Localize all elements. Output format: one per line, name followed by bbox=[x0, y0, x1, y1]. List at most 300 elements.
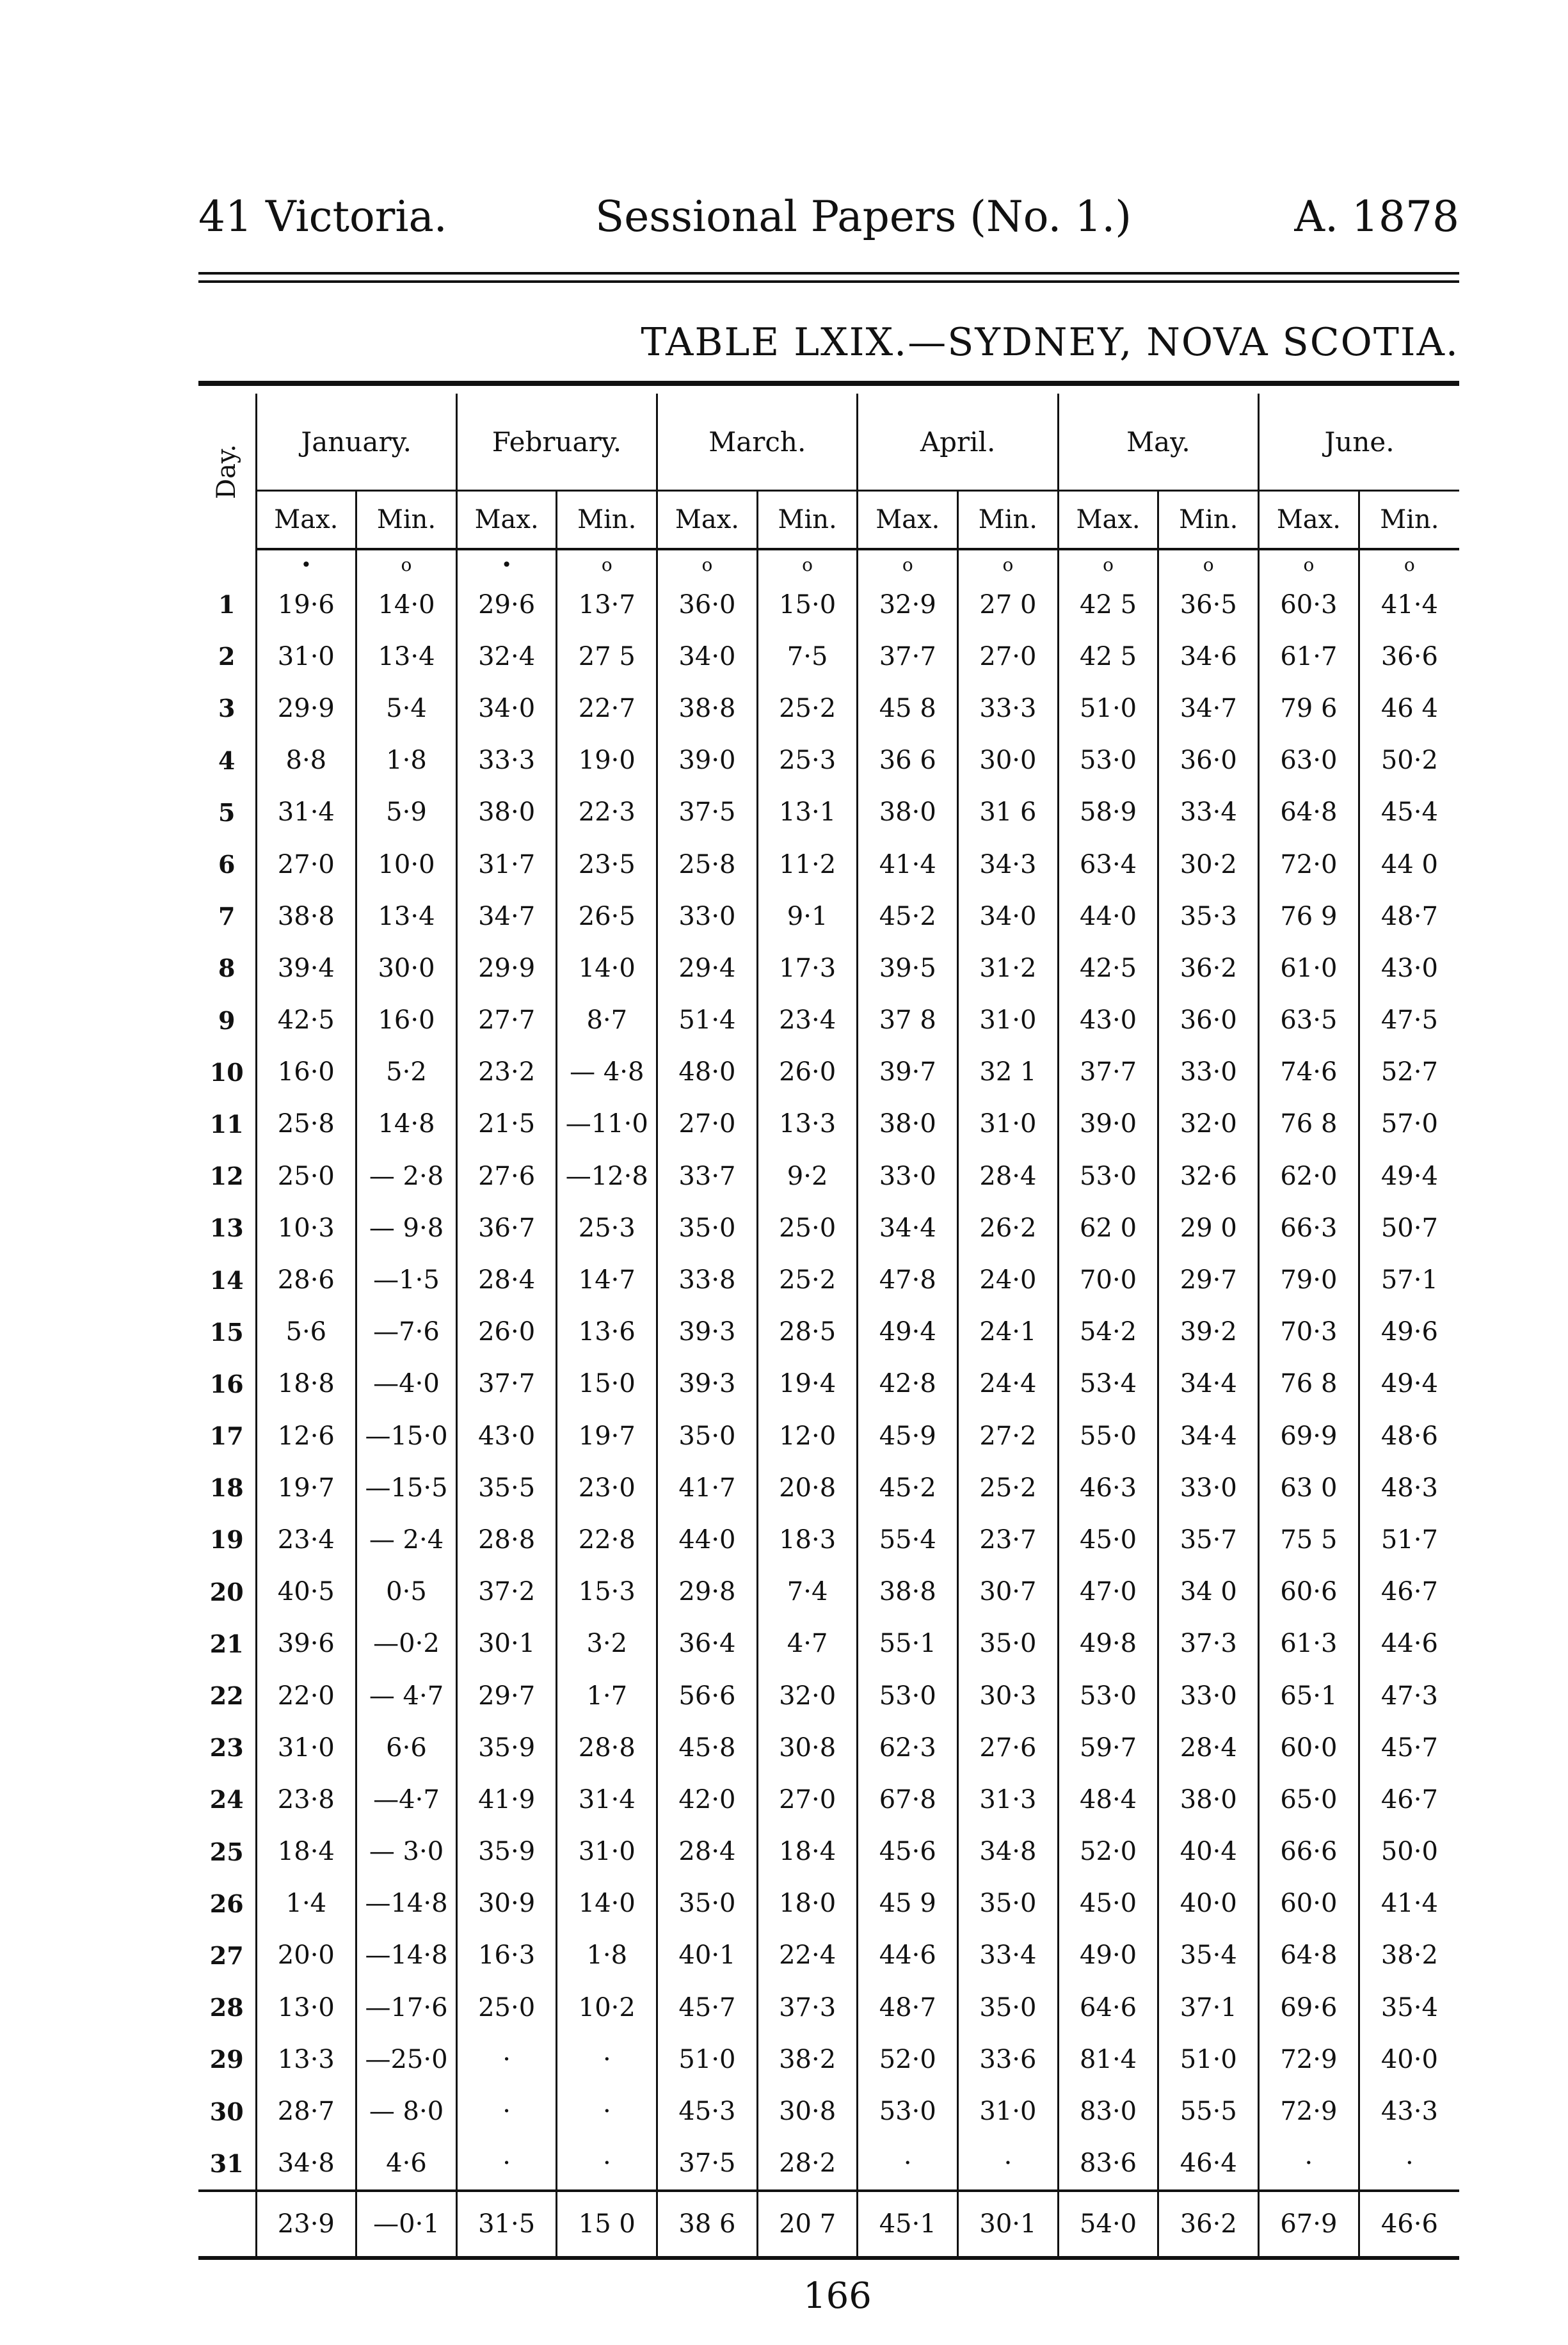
min-cell: 30·0 bbox=[356, 942, 457, 994]
max-cell: 48·0 bbox=[657, 1046, 758, 1098]
max-cell: 18·8 bbox=[256, 1358, 356, 1410]
table-title: TABLE LXIX.—SYDNEY, NOVA SCOTIA. bbox=[641, 320, 1459, 365]
min-cell: 24·1 bbox=[958, 1306, 1059, 1358]
min-cell: 25·2 bbox=[757, 1254, 858, 1306]
min-cell: 50·2 bbox=[1359, 735, 1459, 787]
min-cell: 38·0 bbox=[1158, 1773, 1259, 1825]
min-cell: —15·0 bbox=[356, 1410, 457, 1462]
max-cell: 63·5 bbox=[1259, 995, 1359, 1046]
min-cell: 48·7 bbox=[1359, 890, 1459, 942]
min-cell: 7·4 bbox=[757, 1566, 858, 1618]
table-row bbox=[198, 1566, 1459, 1618]
min-cell: 27·6 bbox=[958, 1722, 1059, 1773]
max-cell: 53·4 bbox=[1058, 1358, 1158, 1410]
max-cell: 22·0 bbox=[256, 1670, 356, 1722]
max-cell: 31·0 bbox=[256, 630, 356, 682]
table-row bbox=[198, 1722, 1459, 1773]
max-cell: 37·2 bbox=[456, 1566, 557, 1618]
min-cell: 26·5 bbox=[557, 890, 657, 942]
min-cell: 33·0 bbox=[1158, 1462, 1259, 1514]
max-cell: 25·8 bbox=[657, 838, 758, 890]
min-cell: 23·0 bbox=[557, 1462, 657, 1514]
max-cell: 70·0 bbox=[1058, 1254, 1158, 1306]
min-cell: 34·8 bbox=[958, 1826, 1059, 1878]
min-cell: 47·3 bbox=[1359, 1670, 1459, 1722]
max-cell: 21·5 bbox=[456, 1098, 557, 1150]
day-number: 18 bbox=[209, 1473, 244, 1503]
max-cell: 47·8 bbox=[858, 1254, 958, 1306]
min-cell: 38·2 bbox=[757, 2033, 858, 2085]
max-cell: 43·0 bbox=[1058, 995, 1158, 1046]
max-cell: 65·1 bbox=[1259, 1670, 1359, 1722]
min-cell: 30·7 bbox=[958, 1566, 1059, 1618]
min-cell: 4·6 bbox=[356, 2138, 457, 2191]
min-cell: — 9·8 bbox=[356, 1202, 457, 1254]
max-cell: 39·4 bbox=[256, 942, 356, 994]
max-cell: 72·9 bbox=[1259, 2085, 1359, 2137]
min-cell: 28·4 bbox=[958, 1150, 1059, 1202]
max-cell: 5·6 bbox=[256, 1306, 356, 1358]
min-cell: 15·3 bbox=[557, 1566, 657, 1618]
month-february: February. bbox=[456, 394, 657, 491]
max-cell: 28·8 bbox=[456, 1514, 557, 1565]
min-cell: 11·2 bbox=[757, 838, 858, 890]
max-cell: 41·7 bbox=[657, 1462, 758, 1514]
min-cell: 44·6 bbox=[1359, 1618, 1459, 1670]
max-cell: 29·6 bbox=[456, 579, 557, 630]
max-cell: 31·0 bbox=[256, 1722, 356, 1773]
day-number: 27 bbox=[209, 1941, 244, 1970]
min-cell: 37·3 bbox=[757, 1981, 858, 2033]
min-cell: 24·4 bbox=[958, 1358, 1059, 1410]
min-cell: 22·7 bbox=[557, 682, 657, 734]
min-cell: 37·1 bbox=[1158, 1981, 1259, 2033]
degree-mark: • bbox=[456, 549, 557, 579]
max-cell: 48·4 bbox=[1058, 1773, 1158, 1825]
min-cell: 31 6 bbox=[958, 787, 1059, 838]
min-cell: · bbox=[557, 2138, 657, 2191]
min-cell: 36·2 bbox=[1158, 942, 1259, 994]
max-cell: 42 5 bbox=[1058, 630, 1158, 682]
min-cell: 18·0 bbox=[757, 1878, 858, 1930]
min-cell: 25·3 bbox=[557, 1202, 657, 1254]
min-cell: 49·4 bbox=[1359, 1150, 1459, 1202]
max-cell: 36 6 bbox=[858, 735, 958, 787]
min-cell: 43·3 bbox=[1359, 2085, 1459, 2137]
min-cell: 51·0 bbox=[1158, 2033, 1259, 2085]
day-number: 30 bbox=[209, 2097, 244, 2126]
min-cell: 27 5 bbox=[557, 630, 657, 682]
min-cell: 47·5 bbox=[1359, 995, 1459, 1046]
day-number: 16 bbox=[209, 1369, 244, 1398]
max-cell: 79 6 bbox=[1259, 682, 1359, 734]
title-rule bbox=[198, 381, 1459, 386]
max-header: Max. bbox=[657, 491, 758, 550]
max-cell: 35·0 bbox=[657, 1202, 758, 1254]
max-cell: 39·7 bbox=[858, 1046, 958, 1098]
min-cell: 33·3 bbox=[958, 682, 1059, 734]
max-cell: 34·8 bbox=[256, 2138, 356, 2191]
max-cell: 31·4 bbox=[256, 787, 356, 838]
min-cell: — 4·7 bbox=[356, 1670, 457, 1722]
units-spacer bbox=[198, 549, 256, 579]
mean-cell: 67·9 bbox=[1259, 2191, 1359, 2258]
max-cell: 34·7 bbox=[456, 890, 557, 942]
max-cell: 33·0 bbox=[657, 890, 758, 942]
max-cell: 64·6 bbox=[1058, 1981, 1158, 2033]
max-cell: 42·0 bbox=[657, 1773, 758, 1825]
table-row bbox=[198, 1306, 1459, 1358]
min-cell: — 8·0 bbox=[356, 2085, 457, 2137]
min-cell: 23·5 bbox=[557, 838, 657, 890]
min-cell: 9·1 bbox=[757, 890, 858, 942]
max-cell: 64·8 bbox=[1259, 787, 1359, 838]
mean-cell: 31·5 bbox=[456, 2191, 557, 2258]
month-january: January. bbox=[256, 394, 456, 491]
month-may: May. bbox=[1058, 394, 1258, 491]
max-cell: 46·3 bbox=[1058, 1462, 1158, 1514]
min-cell: —25·0 bbox=[356, 2033, 457, 2085]
max-cell: 42·5 bbox=[256, 995, 356, 1046]
min-cell: 39·2 bbox=[1158, 1306, 1259, 1358]
min-cell: 15·0 bbox=[557, 1358, 657, 1410]
min-cell: 41·4 bbox=[1359, 579, 1459, 630]
max-cell: 72·0 bbox=[1259, 838, 1359, 890]
max-cell: 37·5 bbox=[657, 787, 758, 838]
min-cell: 27 0 bbox=[958, 579, 1059, 630]
max-cell: 66·3 bbox=[1259, 1202, 1359, 1254]
month-header-row bbox=[198, 394, 1459, 491]
degree-mark: o bbox=[1158, 549, 1259, 579]
min-cell: 36·6 bbox=[1359, 630, 1459, 682]
min-cell: 34·7 bbox=[1158, 682, 1259, 734]
min-cell: · bbox=[1359, 2138, 1459, 2191]
max-cell: 45·2 bbox=[858, 1462, 958, 1514]
min-cell: 31·0 bbox=[958, 1098, 1059, 1150]
month-april: April. bbox=[858, 394, 1058, 491]
max-cell: 39·0 bbox=[657, 735, 758, 787]
max-cell: 25·0 bbox=[456, 1981, 557, 2033]
min-cell: 36·5 bbox=[1158, 579, 1259, 630]
temperature-table bbox=[198, 394, 1459, 2260]
max-cell: 49·0 bbox=[1058, 1930, 1158, 1981]
max-cell: 60·0 bbox=[1259, 1722, 1359, 1773]
min-cell: —15·5 bbox=[356, 1462, 457, 1514]
max-cell: 13·3 bbox=[256, 2033, 356, 2085]
max-cell: 38·8 bbox=[657, 682, 758, 734]
table-row bbox=[198, 1254, 1459, 1306]
max-cell: 37·7 bbox=[858, 630, 958, 682]
min-header: Min. bbox=[557, 491, 657, 550]
min-cell: 32·6 bbox=[1158, 1150, 1259, 1202]
max-cell: 51·0 bbox=[657, 2033, 758, 2085]
min-cell: 51·7 bbox=[1359, 1514, 1459, 1565]
max-cell: · bbox=[858, 2138, 958, 2191]
min-cell: 26·0 bbox=[757, 1046, 858, 1098]
max-cell: 61·3 bbox=[1259, 1618, 1359, 1670]
max-cell: 26·0 bbox=[456, 1306, 557, 1358]
min-cell: —14·8 bbox=[356, 1930, 457, 1981]
min-cell: 13·4 bbox=[356, 630, 457, 682]
min-cell: 18·3 bbox=[757, 1514, 858, 1565]
min-cell: 44 0 bbox=[1359, 838, 1459, 890]
min-cell: 34·6 bbox=[1158, 630, 1259, 682]
min-cell: 49·4 bbox=[1359, 1358, 1459, 1410]
table-row bbox=[198, 1514, 1459, 1565]
degree-mark: o bbox=[356, 549, 457, 579]
table-row bbox=[198, 579, 1459, 630]
max-cell: 18·4 bbox=[256, 1826, 356, 1878]
max-cell: 45·8 bbox=[657, 1722, 758, 1773]
max-cell: 28·4 bbox=[456, 1254, 557, 1306]
max-cell: 74·6 bbox=[1259, 1046, 1359, 1098]
min-cell: 14·0 bbox=[557, 942, 657, 994]
min-cell: 29·7 bbox=[1158, 1254, 1259, 1306]
degree-mark: o bbox=[757, 549, 858, 579]
page-number: 166 bbox=[803, 2275, 872, 2317]
min-cell: 33·4 bbox=[1158, 787, 1259, 838]
day-number: 4 bbox=[218, 746, 236, 775]
table-row bbox=[198, 1410, 1459, 1462]
table-row bbox=[198, 682, 1459, 734]
max-cell: 55·4 bbox=[858, 1514, 958, 1565]
table-row bbox=[198, 995, 1459, 1046]
max-cell: 62 0 bbox=[1058, 1202, 1158, 1254]
day-number: 29 bbox=[209, 2045, 244, 2074]
max-cell: 39·3 bbox=[657, 1358, 758, 1410]
mean-cell: 36·2 bbox=[1158, 2191, 1259, 2258]
min-cell: 46·7 bbox=[1359, 1773, 1459, 1825]
min-cell: 33·0 bbox=[1158, 1670, 1259, 1722]
max-cell: 23·8 bbox=[256, 1773, 356, 1825]
min-cell: —4·7 bbox=[356, 1773, 457, 1825]
min-cell: 31·0 bbox=[958, 995, 1059, 1046]
max-cell: 19·6 bbox=[256, 579, 356, 630]
max-cell: 58·9 bbox=[1058, 787, 1158, 838]
max-cell: 36·4 bbox=[657, 1618, 758, 1670]
min-cell: 5·2 bbox=[356, 1046, 457, 1098]
min-cell: · bbox=[557, 2033, 657, 2085]
table-row bbox=[198, 1826, 1459, 1878]
max-cell: 25·8 bbox=[256, 1098, 356, 1150]
min-cell: 3·2 bbox=[557, 1618, 657, 1670]
min-cell: 19·0 bbox=[557, 735, 657, 787]
min-cell: 18·4 bbox=[757, 1826, 858, 1878]
day-column-header bbox=[198, 394, 256, 549]
min-cell: 48·3 bbox=[1359, 1462, 1459, 1514]
max-cell: 29·9 bbox=[256, 682, 356, 734]
min-cell: 40·0 bbox=[1359, 2033, 1459, 2085]
min-cell: 31·3 bbox=[958, 1773, 1059, 1825]
day-number: 3 bbox=[218, 694, 236, 723]
max-cell: 44·0 bbox=[657, 1514, 758, 1565]
day-number: 2 bbox=[218, 642, 236, 671]
max-cell: 30·1 bbox=[456, 1618, 557, 1670]
day-number: 17 bbox=[209, 1421, 244, 1451]
min-cell: 37·3 bbox=[1158, 1618, 1259, 1670]
mean-cell: 30·1 bbox=[958, 2191, 1059, 2258]
max-cell: 45·7 bbox=[657, 1981, 758, 2033]
max-cell: 62·3 bbox=[858, 1722, 958, 1773]
means-row bbox=[198, 2191, 1459, 2258]
max-cell: 29·7 bbox=[456, 1670, 557, 1722]
table-row bbox=[198, 1930, 1459, 1981]
min-cell: 17·3 bbox=[757, 942, 858, 994]
max-cell: 40·1 bbox=[657, 1930, 758, 1981]
day-number: 14 bbox=[209, 1265, 244, 1295]
day-number: 11 bbox=[209, 1109, 244, 1139]
min-cell: 13·6 bbox=[557, 1306, 657, 1358]
mean-cell: 46·6 bbox=[1359, 2191, 1459, 2258]
max-cell: 45·0 bbox=[1058, 1878, 1158, 1930]
max-cell: 83·0 bbox=[1058, 2085, 1158, 2137]
running-header bbox=[198, 192, 1459, 250]
min-cell: 35·4 bbox=[1158, 1930, 1259, 1981]
max-cell: 38·0 bbox=[858, 1098, 958, 1150]
max-cell: 28·7 bbox=[256, 2085, 356, 2137]
max-cell: 35·5 bbox=[456, 1462, 557, 1514]
table-row bbox=[198, 2085, 1459, 2137]
min-cell: 5·9 bbox=[356, 787, 457, 838]
max-cell: 69·6 bbox=[1259, 1981, 1359, 2033]
max-cell: 28·6 bbox=[256, 1254, 356, 1306]
max-cell: 27·0 bbox=[657, 1098, 758, 1150]
min-cell: · bbox=[958, 2138, 1059, 2191]
max-cell: 27·0 bbox=[256, 838, 356, 890]
max-cell: 52·0 bbox=[858, 2033, 958, 2085]
max-cell: 40·5 bbox=[256, 1566, 356, 1618]
min-cell: 13·1 bbox=[757, 787, 858, 838]
max-cell: 41·4 bbox=[858, 838, 958, 890]
mean-cell: —0·1 bbox=[356, 2191, 457, 2258]
min-cell: —7·6 bbox=[356, 1306, 457, 1358]
max-cell: 51·0 bbox=[1058, 682, 1158, 734]
max-cell: 30·9 bbox=[456, 1878, 557, 1930]
header-rule-bottom bbox=[198, 280, 1459, 283]
min-cell: 31·0 bbox=[958, 2085, 1059, 2137]
min-cell: 22·3 bbox=[557, 787, 657, 838]
min-cell: 10·0 bbox=[356, 838, 457, 890]
day-header-label: Day. bbox=[212, 444, 242, 499]
max-cell: 45·2 bbox=[858, 890, 958, 942]
degree-mark: o bbox=[657, 549, 758, 579]
min-cell: 19·4 bbox=[757, 1358, 858, 1410]
min-cell: 31·4 bbox=[557, 1773, 657, 1825]
max-cell: 29·4 bbox=[657, 942, 758, 994]
month-march: March. bbox=[657, 394, 858, 491]
day-number: 8 bbox=[218, 954, 236, 983]
min-cell: — 3·0 bbox=[356, 1826, 457, 1878]
max-cell: 39·5 bbox=[858, 942, 958, 994]
table-row bbox=[198, 890, 1459, 942]
day-number: 1 bbox=[218, 590, 236, 620]
min-header: Min. bbox=[958, 491, 1059, 550]
month-june: June. bbox=[1259, 394, 1459, 491]
max-cell: 49·4 bbox=[858, 1306, 958, 1358]
min-cell: —1·5 bbox=[356, 1254, 457, 1306]
min-cell: 9·2 bbox=[757, 1150, 858, 1202]
min-cell: —14·8 bbox=[356, 1878, 457, 1930]
day-number: 5 bbox=[218, 797, 236, 827]
max-cell: 47·0 bbox=[1058, 1566, 1158, 1618]
min-cell: 46·7 bbox=[1359, 1566, 1459, 1618]
max-cell: 31·7 bbox=[456, 838, 557, 890]
min-cell: — 2·4 bbox=[356, 1514, 457, 1565]
day-number: 19 bbox=[209, 1525, 244, 1555]
max-cell: 83·6 bbox=[1058, 2138, 1158, 2191]
max-cell: 37·5 bbox=[657, 2138, 758, 2191]
day-number: 20 bbox=[209, 1577, 244, 1606]
max-cell: 38·0 bbox=[456, 787, 557, 838]
day-number: 13 bbox=[209, 1213, 244, 1243]
table-row bbox=[198, 1670, 1459, 1722]
max-cell: 13·0 bbox=[256, 1981, 356, 2033]
min-cell: 1·8 bbox=[557, 1930, 657, 1981]
min-cell: 35·0 bbox=[958, 1981, 1059, 2033]
max-cell: 62·0 bbox=[1259, 1150, 1359, 1202]
header-year: A. 1878 bbox=[1294, 192, 1459, 241]
min-cell: 30·8 bbox=[757, 1722, 858, 1773]
means-spacer bbox=[198, 2191, 256, 2258]
max-cell: 45·3 bbox=[657, 2085, 758, 2137]
mean-cell: 38 6 bbox=[657, 2191, 758, 2258]
max-cell: 53·0 bbox=[1058, 735, 1158, 787]
max-cell: 20·0 bbox=[256, 1930, 356, 1981]
min-cell: 14·7 bbox=[557, 1254, 657, 1306]
table-row bbox=[198, 787, 1459, 838]
max-cell: 60·3 bbox=[1259, 579, 1359, 630]
min-cell: 49·6 bbox=[1359, 1306, 1459, 1358]
max-header: Max. bbox=[256, 491, 356, 550]
day-number: 22 bbox=[209, 1681, 244, 1711]
min-cell: 12·0 bbox=[757, 1410, 858, 1462]
min-cell: 46·4 bbox=[1158, 2138, 1259, 2191]
day-number: 31 bbox=[209, 2149, 244, 2178]
max-cell: 48·7 bbox=[858, 1981, 958, 2033]
min-cell: 25·2 bbox=[757, 682, 858, 734]
min-cell: 13·3 bbox=[757, 1098, 858, 1150]
min-cell: 34·0 bbox=[958, 890, 1059, 942]
max-cell: 27·6 bbox=[456, 1150, 557, 1202]
max-cell: 35·0 bbox=[657, 1410, 758, 1462]
max-cell: 35·9 bbox=[456, 1826, 557, 1878]
degree-mark: o bbox=[557, 549, 657, 579]
max-cell: 29·8 bbox=[657, 1566, 758, 1618]
min-cell: 36·0 bbox=[1158, 995, 1259, 1046]
max-cell: 10·3 bbox=[256, 1202, 356, 1254]
min-cell: 19·7 bbox=[557, 1410, 657, 1462]
day-number: 28 bbox=[209, 1993, 244, 2022]
min-cell: 57·0 bbox=[1359, 1098, 1459, 1150]
min-cell: 45·4 bbox=[1359, 787, 1459, 838]
min-cell: 14·0 bbox=[557, 1878, 657, 1930]
max-cell: 27·7 bbox=[456, 995, 557, 1046]
mean-cell: 45·1 bbox=[858, 2191, 958, 2258]
min-cell: 23·7 bbox=[958, 1514, 1059, 1565]
min-cell: — 4·8 bbox=[557, 1046, 657, 1098]
min-cell: 0·5 bbox=[356, 1566, 457, 1618]
max-cell: 42·8 bbox=[858, 1358, 958, 1410]
max-cell: 45·6 bbox=[858, 1826, 958, 1878]
max-cell: 45 8 bbox=[858, 682, 958, 734]
min-cell: 57·1 bbox=[1359, 1254, 1459, 1306]
min-cell: 50·7 bbox=[1359, 1202, 1459, 1254]
max-cell: 60·0 bbox=[1259, 1878, 1359, 1930]
max-cell: 61·0 bbox=[1259, 942, 1359, 994]
min-header: Min. bbox=[356, 491, 457, 550]
max-cell: 76 9 bbox=[1259, 890, 1359, 942]
day-number: 25 bbox=[209, 1837, 244, 1866]
